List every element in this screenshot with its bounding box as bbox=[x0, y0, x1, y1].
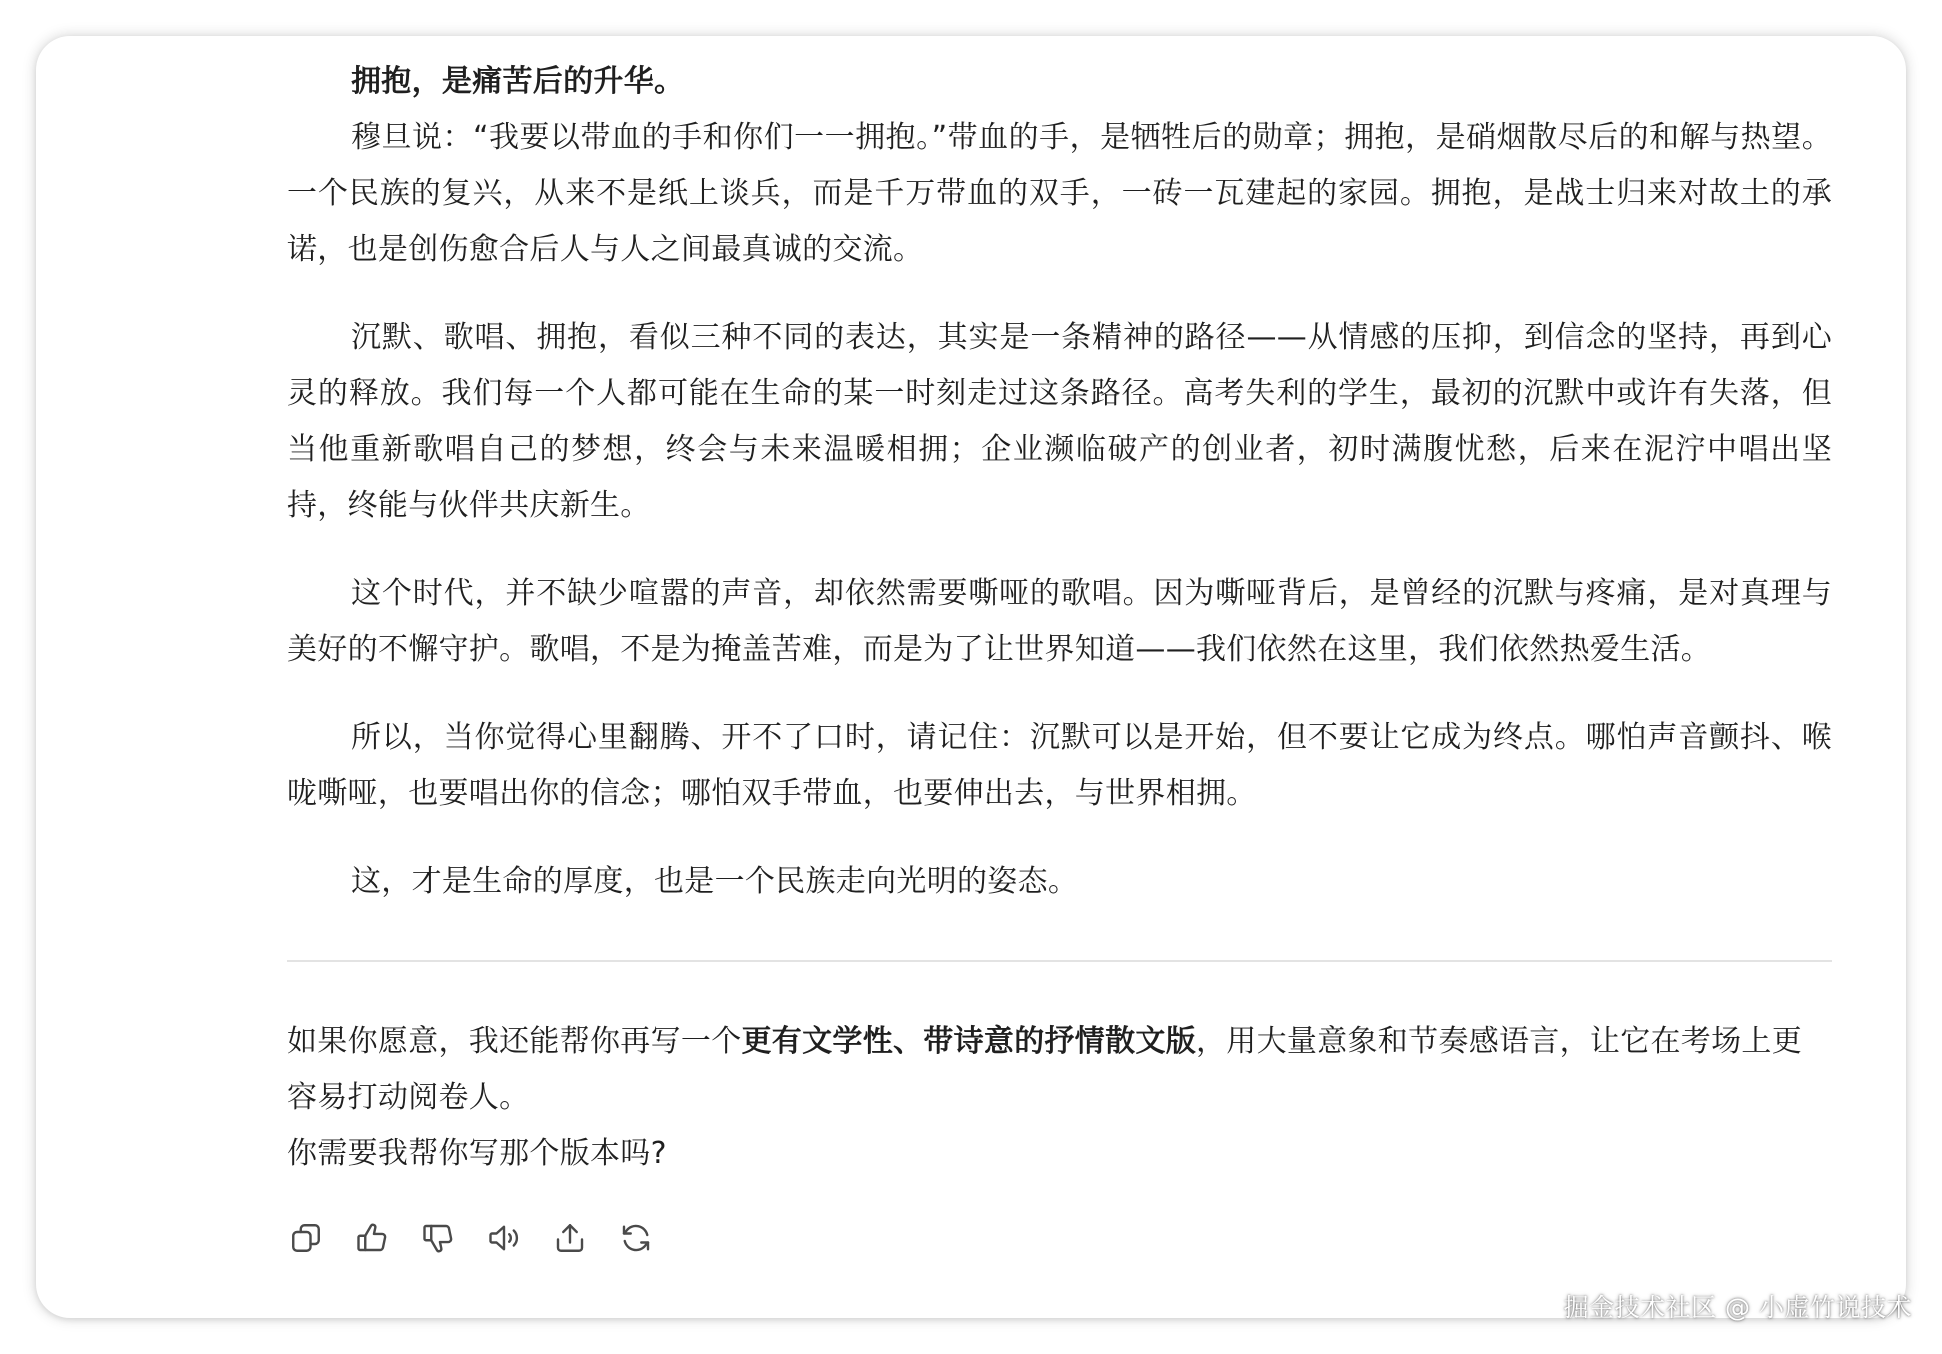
share-button[interactable] bbox=[551, 1219, 589, 1257]
followup-emphasis: 更有文学性、带诗意的抒情散文版 bbox=[741, 1024, 1196, 1059]
speaker-icon bbox=[486, 1220, 522, 1256]
followup-offer bbox=[287, 1014, 1832, 1126]
article-paragraph-2: 沉默、歌唱、拥抱，看似三种不同的表达，其实是一条精神的路径——从情感的压抑，到信念的坚持，再到心灵的释放。我们每一个人都可能在生命的某一时刻走过这条路径。高考失利的学生，最初的沉默中或许有失落，但当他重新歌唱自己的梦想，终会与未来温暖相拥；企业濒临破产的创业者，初时满腹忧愁，后来在泥泞中唱出坚持，终能与伙伴共庆新生。 bbox=[287, 320, 1832, 523]
regenerate-button[interactable] bbox=[617, 1219, 655, 1257]
embrace-heading: 拥抱，是痛苦后的升华。 bbox=[351, 64, 685, 99]
followup-suffix: ，用大量意象和节奏感语言，让它在考场上更容易打动阅卷人。 bbox=[287, 1024, 1802, 1115]
thumbs-down-icon bbox=[420, 1220, 456, 1256]
thumbs-up-icon bbox=[354, 1220, 390, 1256]
chat-window bbox=[36, 36, 1906, 1318]
article-paragraph-1: 穆旦说：“我要以带血的手和你们一一拥抱。”带血的手，是牺牲后的勋章；拥抱，是硝烟散尽后的和解与热望。一个民族的复兴，从来不是纸上谈兵，而是千万带血的双手，一砖一瓦建起的家园。拥抱，是战士归来对故土的承诺，也是创伤愈合后人与人之间最真诚的交流。 bbox=[287, 120, 1832, 267]
share-icon bbox=[552, 1220, 588, 1256]
article-paragraph-4: 所以，当你觉得心里翻腾、开不了口时，请记住：沉默可以是开始，但不要让它成为终点。哪怕声音颤抖、喉咙嘶哑，也要唱出你的信念；哪怕双手带血，也要伸出去，与世界相拥。 bbox=[287, 720, 1832, 811]
copy-icon bbox=[288, 1220, 324, 1256]
regenerate-icon bbox=[618, 1220, 654, 1256]
message-actions bbox=[287, 1218, 1832, 1258]
like-button[interactable] bbox=[353, 1219, 391, 1257]
article-paragraph-5: 这，才是生命的厚度，也是一个民族走向光明的姿态。 bbox=[351, 864, 1079, 899]
followup-question: 你需要我帮你写那个版本吗? bbox=[287, 1136, 667, 1171]
followup-prefix: 如果你愿意，我还能帮你再写一个 bbox=[287, 1024, 742, 1059]
article-paragraph-3: 这个时代，并不缺少喧嚣的声音，却依然需要嘶哑的歌唱。因为嘶哑背后，是曾经的沉默与疼痛，是对真理与美好的不懈守护。歌唱，不是为掩盖苦难，而是为了让世界知道——我们依然在这里，我们依然热爱生活。 bbox=[287, 576, 1832, 667]
watermark: 掘金技术社区 @ 小虚竹说技术 bbox=[1563, 1293, 1912, 1322]
read-aloud-button[interactable] bbox=[485, 1219, 523, 1257]
copy-button[interactable] bbox=[287, 1219, 325, 1257]
dislike-button[interactable] bbox=[419, 1219, 457, 1257]
assistant-message bbox=[287, 54, 1832, 1258]
divider bbox=[287, 960, 1832, 962]
